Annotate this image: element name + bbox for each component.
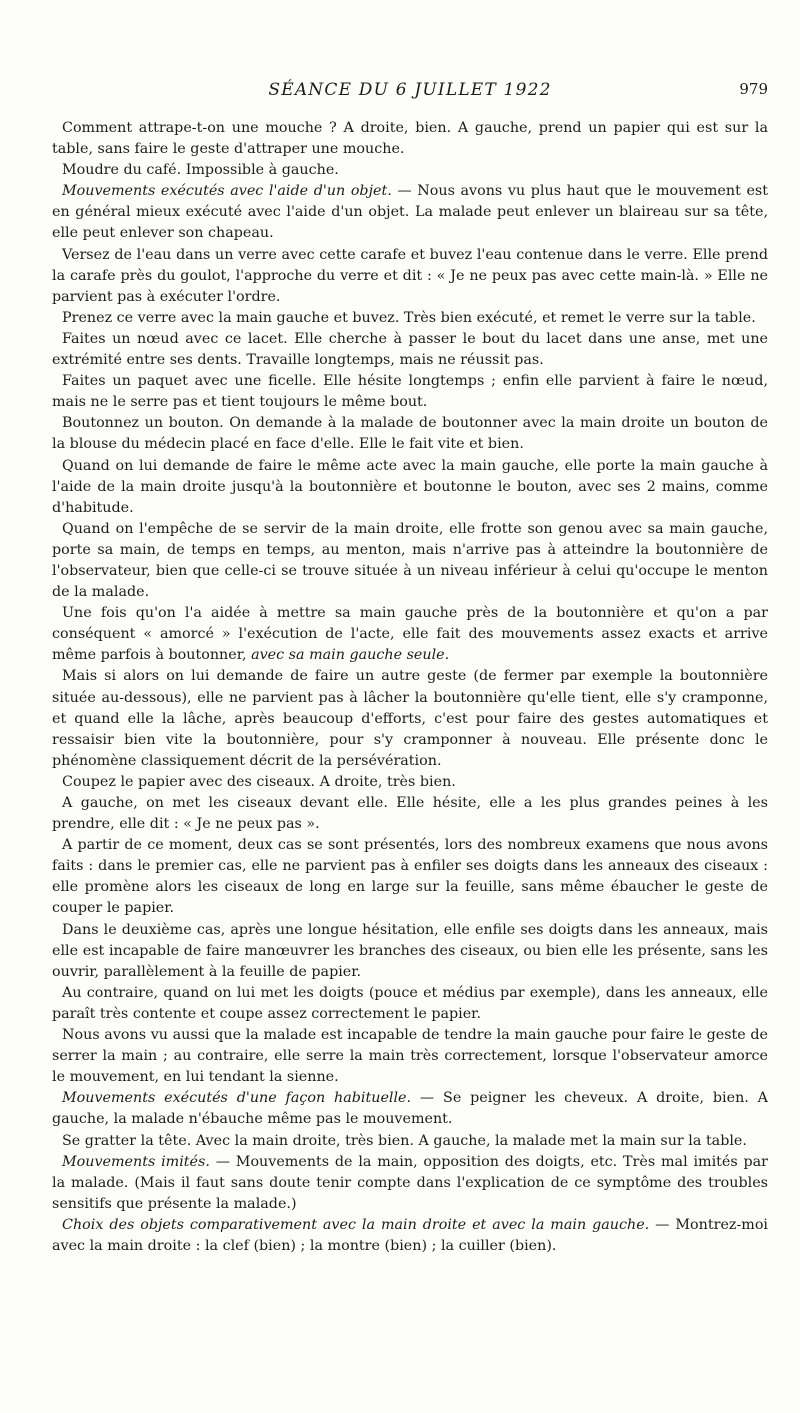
paragraph-text: A partir de ce moment, deux cas se sont présentés, lors des nombreux examens que nous avons faits : dans le premier cas, elle ne parvient pas à enfiler ses doigts dans les anneaux des ciseaux : elle promène alors les ciseaux de long en large sur la feuille, sans même ébaucher le geste de couper le papier. [52, 837, 768, 917]
paragraph [52, 371, 768, 413]
paragraph [52, 772, 768, 793]
section-heading: Mouvements imités. [62, 1153, 210, 1170]
paragraph-text: Prenez ce verre avec la main gauche et buvez. Très bien exécuté, et remet le verre sur la table. [62, 309, 756, 326]
paragraph [52, 308, 768, 329]
paragraph-text: Dans le deuxième cas, après une longue hésitation, elle enfile ses doigts dans les anneaux, mais elle est incapable de faire manœuvrer les branches des ciseaux, ou bien elle les présente, sans les ouvrir, parallèlement à la feuille de papier. [52, 921, 768, 980]
paragraph-text: Mais si alors on lui demande de faire un autre geste (de fermer par exemple la boutonnière située au-dessous), elle ne parvient pas à lâcher la boutonnière qu'elle tient, elle s'y cramponne, et quand elle la lâche, après beaucoup d'efforts, c'est pour faire des gestes automatiques et ressaisir bien vite la boutonnière, pour s'y cramponner à nouveau. Elle présente donc le phénomène classiquement décrit de la persévération. [52, 668, 768, 769]
section-heading: Choix des objets comparativement avec la main droite et avec la main gauche. [62, 1216, 650, 1233]
paragraph [52, 1131, 768, 1152]
paragraph-text: Faites un nœud avec ce lacet. Elle cherche à passer le bout du lacet dans une anse, met une extrémité entre ses dents. Travaille longtemps, mais ne réussit pas. [52, 330, 768, 369]
paragraph-text: A gauche, on met les ciseaux devant elle. Elle hésite, elle a les plus grandes peines à les prendre, elle dit : « Je ne peux pas ». [52, 795, 768, 833]
article-body [52, 118, 768, 1257]
paragraph-text: Au contraire, quand on lui met les doigts (pouce et médius par exemple), dans les anneaux, elle paraît très contente et coupe assez correctement le papier. [52, 984, 768, 1022]
paragraph [52, 519, 768, 603]
paragraph-text: Comment attrape-t-on une mouche ? A droite, bien. A gauche, prend un papier qui est sur la table, sans faire le geste d'attraper une mouche. [52, 120, 768, 158]
paragraph [52, 983, 768, 1025]
paragraph [52, 1088, 768, 1130]
paragraph-text: Faites un paquet avec une ficelle. Elle hésite longtemps ; enfin elle parvient à faire le nœud, mais ne le serre pas et tient toujours le même bout. [52, 373, 768, 411]
paragraph-text: — Nous avons vu plus haut que le mouvement est en général mieux exécuté avec l'aide d'un objet. La malade peut enlever un blaireau sur sa tête, elle peut enlever son chapeau. [52, 183, 768, 242]
page-header [52, 80, 768, 102]
paragraph-text: Boutonnez un bouton. On demande à la malade de boutonner avec la main droite un bouton de la blouse du médecin placé en face d'elle. Elle le fait vite et bien. [52, 415, 768, 453]
paragraph [52, 456, 768, 519]
paragraph [52, 793, 768, 835]
paragraph-text: — Mouvements de la main, opposition des doigts, etc. Très mal imités par la malade. (Mais il faut sans doute tenir compte dans l'explication de ce symptôme des troubles sensitifs que présente la malade.) [52, 1153, 769, 1212]
paragraph-text: Versez de l'eau dans un verre avec cette carafe et buvez l'eau contenue dans le verre. Elle prend la carafe près du goulot, l'approche du verre et dit : « Je ne peux pas avec cette main-là. » Elle ne parvient pas à exécuter l'ordre. [52, 246, 768, 305]
page-number: 979 [739, 80, 768, 98]
running-title: SÉANCE DU 6 JUILLET 1922 [268, 80, 552, 100]
paragraph [52, 329, 768, 371]
paragraph-text: — Se peigner les cheveux. A droite, bien. A gauche, la malade n'ébauche même pas le mouvement. [52, 1090, 768, 1128]
paragraph [52, 1152, 768, 1215]
section-heading: Mouvements exécutés avec l'aide d'un objet. [62, 183, 392, 200]
paragraph-text: Une fois qu'on l'a aidée à mettre sa main gauche près de la boutonnière et qu'on a par conséquent « amorcé » l'exécution de l'acte, elle fait des mouvements assez exacts et arrive même parfois à boutonner, [52, 605, 768, 664]
section-heading: Mouvements exécutés d'une façon habituelle. [62, 1090, 412, 1107]
paragraph [52, 1215, 768, 1257]
paragraph [52, 666, 768, 771]
paragraph [52, 413, 768, 455]
paragraph-text: Quand on lui demande de faire le même acte avec la main gauche, elle porte la main gauche à l'aide de la main droite jusqu'à la boutonnière et boutonne le bouton, avec ses 2 mains, comme d'habitude. [52, 457, 768, 516]
paragraph-text: Se gratter la tête. Avec la main droite, très bien. A gauche, la malade met la main sur la table. [62, 1132, 747, 1149]
paragraph-text: Moudre du café. Impossible à gauche. [62, 162, 339, 179]
emphasis-text: avec sa main gauche seule. [251, 647, 450, 664]
paragraph-text: Quand on l'empêche de se servir de la main droite, elle frotte son genou avec sa main gauche, porte sa main, de temps en temps, au menton, mais n'arrive pas à atteindre la boutonnière de l'observateur, bien que celle-ci se trouve située à un niveau inférieur à celui qu'occupe le menton de la malade. [52, 520, 768, 601]
paragraph [52, 160, 768, 181]
paragraph [52, 920, 768, 983]
paragraph-text: Coupez le papier avec des ciseaux. A droite, très bien. [62, 773, 456, 790]
paragraph [52, 118, 768, 160]
paragraph [52, 603, 768, 666]
paragraph [52, 1025, 768, 1088]
paragraph [52, 181, 768, 244]
paragraph-text: — Montrez-moi avec la main droite : la clef (bien) ; la montre (bien) ; la cuiller (bien). [52, 1216, 769, 1254]
paragraph-text: Nous avons vu aussi que la malade est incapable de tendre la main gauche pour faire le geste de serrer la main ; au contraire, elle serre la main très correctement, lorsque l'observateur amorce le mouvement, en lui tendant la sienne. [52, 1027, 768, 1086]
paragraph [52, 245, 768, 308]
paragraph [52, 835, 768, 919]
